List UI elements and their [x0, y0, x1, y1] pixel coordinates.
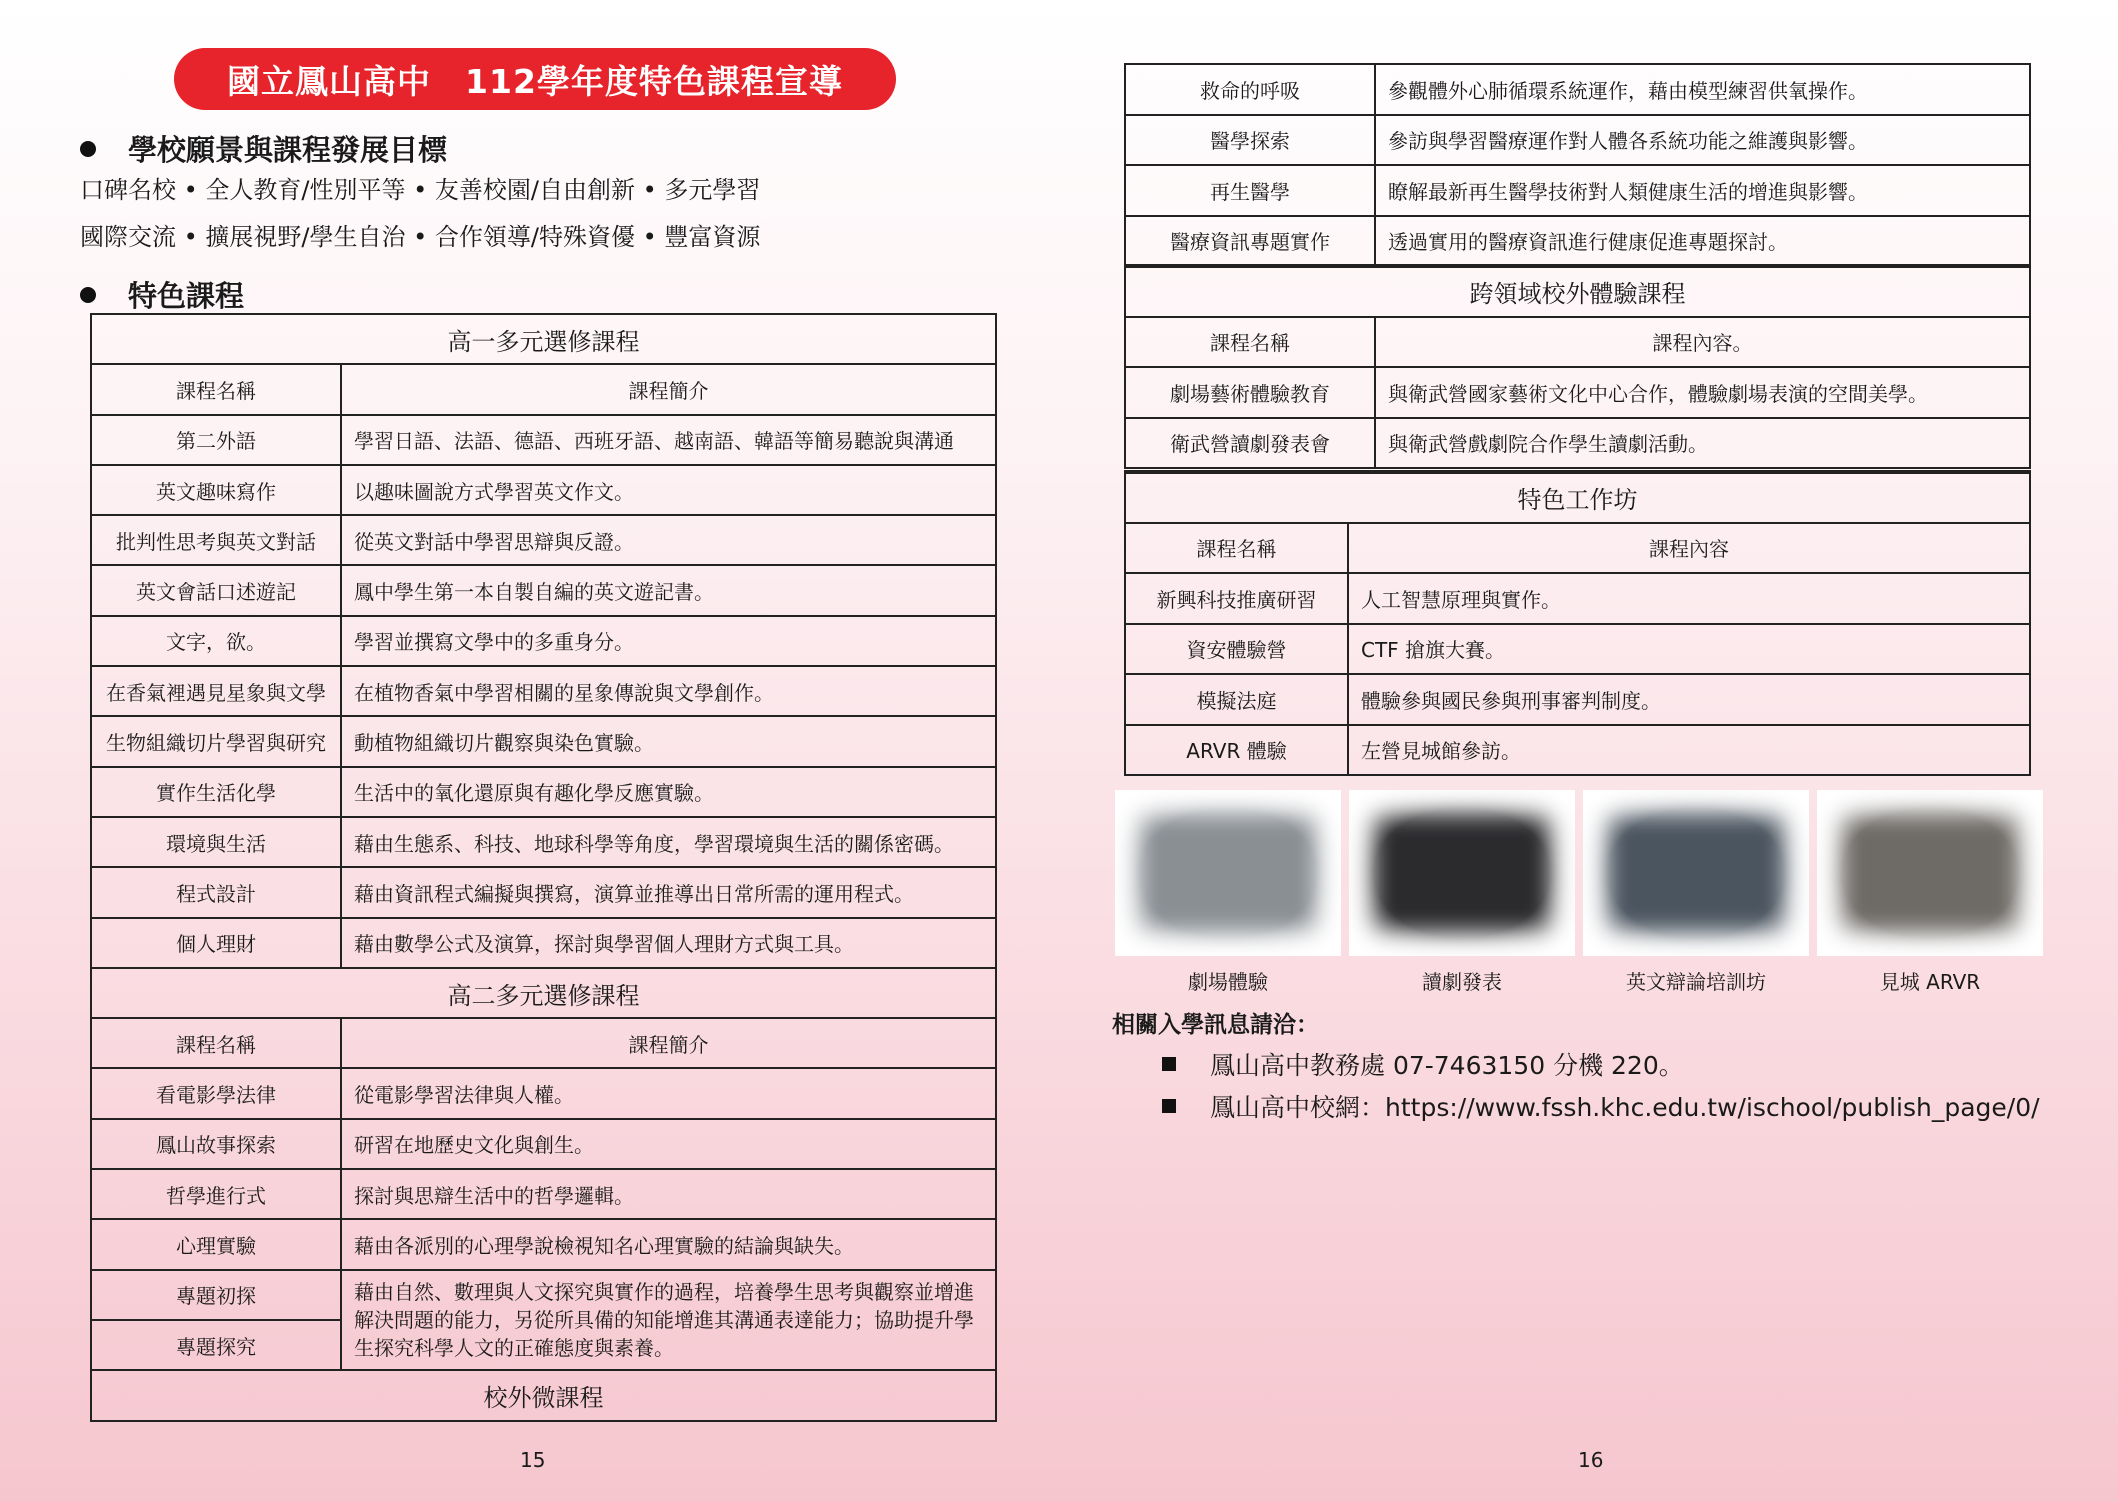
course-name: 實作生活化學 [91, 767, 341, 817]
course-desc: 學習日語、法語、德語、西班牙語、越南語、韓語等簡易聽說與溝通 [341, 415, 996, 465]
course-name: 鳳山故事探索 [91, 1119, 341, 1169]
activity-photo [1817, 790, 2043, 956]
course-name: 環境與生活 [91, 817, 341, 867]
course-desc: 學習並撰寫文學中的多重身分。 [341, 616, 996, 666]
column-header-desc: 課程簡介 [341, 1018, 996, 1068]
course-desc: 藉由數學公式及演算，探討與學習個人理財方式與工具。 [341, 918, 996, 968]
section-title-workshop: 特色工作坊 [1125, 472, 2030, 523]
course-name: 救命的呼吸 [1125, 64, 1375, 115]
table-row [1125, 725, 2030, 776]
course-name: 心理實驗 [91, 1219, 341, 1269]
course-desc: 參觀體外心肺循環系統運作，藉由模型練習供氧操作。 [1375, 64, 2030, 115]
photo-caption: 見城 ARVR [1879, 970, 1981, 994]
contact-heading: 相關入學訊息請洽： [1112, 1012, 1319, 1038]
table-row [91, 1119, 996, 1169]
page-number-right: 16 [1578, 1448, 1604, 1472]
table-row [1125, 674, 2030, 725]
table-row [91, 817, 996, 867]
photo-caption: 劇場體驗 [1188, 970, 1268, 994]
column-header-name: 課程名稱 [1125, 317, 1375, 368]
course-name: 哲學進行式 [91, 1169, 341, 1219]
section-title-micro: 校外微課程 [91, 1370, 996, 1420]
course-name: 醫學探索 [1125, 115, 1375, 166]
course-desc: 藉由生態系、科技、地球科學等角度，學習環境與生活的關係密碼。 [341, 817, 996, 867]
section-title-cross: 跨領域校外體驗課程 [1125, 266, 2030, 317]
workshop-table [1124, 470, 2031, 776]
bullet-icon [80, 141, 96, 157]
page-title-banner: 國立鳳山高中 112學年度特色課程宣導 [174, 48, 896, 110]
table-row [91, 918, 996, 968]
section-title-g10: 高一多元選修課程 [91, 314, 996, 364]
table-row [1125, 367, 2030, 418]
course-name: ARVR 體驗 [1125, 725, 1348, 776]
course-desc: 從電影學習法律與人權。 [341, 1068, 996, 1118]
course-desc: 左營見城館參訪。 [1348, 725, 2030, 776]
course-desc: 藉由資訊程式編擬與撰寫，演算並推導出日常所需的運用程式。 [341, 867, 996, 917]
table-row [91, 465, 996, 515]
course-desc: 生活中的氧化還原與有趣化學反應實驗。 [341, 767, 996, 817]
course-name: 程式設計 [91, 867, 341, 917]
course-desc: 與衛武營戲劇院合作學生讀劇活動。 [1375, 418, 2030, 469]
table-row [91, 1169, 996, 1219]
course-desc: 人工智慧原理與實作。 [1348, 573, 2030, 624]
course-desc: 參訪與學習醫療運作對人體各系統功能之維護與影響。 [1375, 115, 2030, 166]
course-name: 批判性思考與英文對話 [91, 515, 341, 565]
column-header-desc: 課程內容 [1348, 523, 2030, 574]
table-row [91, 565, 996, 615]
contact-office-text: 鳳山高中教務處 07-7463150 分機 220。 [1210, 1051, 1684, 1080]
course-desc: 以趣味圖說方式學習英文作文。 [341, 465, 996, 515]
special-heading-text: 特色課程 [128, 279, 245, 313]
course-name: 衛武營讀劇發表會 [1125, 418, 1375, 469]
activity-photo [1583, 790, 1809, 956]
contact-item-website [1162, 1088, 2040, 1124]
course-desc: CTF 搶旗大賽。 [1348, 624, 2030, 675]
course-desc: 鳳中學生第一本自製自編的英文遊記書。 [341, 565, 996, 615]
column-header-desc: 課程簡介 [341, 364, 996, 414]
course-name: 劇場藝術體驗教育 [1125, 367, 1375, 418]
table-row [91, 1219, 996, 1269]
table-row [1125, 216, 2030, 267]
course-name: 英文會話口述遊記 [91, 565, 341, 615]
column-header-name: 課程名稱 [91, 364, 341, 414]
table-row [1125, 418, 2030, 469]
photo-caption: 英文辯論培訓坊 [1626, 970, 1766, 994]
vision-heading [80, 128, 447, 169]
bullet-icon [80, 287, 96, 303]
course-name: 看電影學法律 [91, 1068, 341, 1118]
course-desc: 透過實用的醫療資訊進行健康促進專題探討。 [1375, 216, 2030, 267]
course-name: 專題初探 [91, 1270, 341, 1320]
course-name: 個人理財 [91, 918, 341, 968]
table-row [91, 616, 996, 666]
vision-line-2: 國際交流 • 擴展視野/學生自治 • 合作領導/特殊資優 • 豐富資源 [80, 223, 761, 251]
course-desc: 動植物組織切片觀察與染色實驗。 [341, 716, 996, 766]
column-header-name: 課程名稱 [91, 1018, 341, 1068]
course-desc: 瞭解最新再生醫學技術對人類健康生活的增進與影響。 [1375, 165, 2030, 216]
table-row [1125, 165, 2030, 216]
course-desc: 體驗參與國民參與刑事審判制度。 [1348, 674, 2030, 725]
course-desc: 藉由自然、數理與人文探究與實作的過程，培養學生思考與觀察並增進解決問題的能力，另從所具備的知能增進其溝通表達能力；協助提升學生探究科學人文的正確態度與素養。 [341, 1270, 996, 1371]
table-row [91, 1068, 996, 1118]
course-desc: 探討與思辯生活中的哲學邏輯。 [341, 1169, 996, 1219]
table-row [91, 767, 996, 817]
course-desc: 在植物香氣中學習相關的星象傳說與文學創作。 [341, 666, 996, 716]
table-row [1125, 115, 2030, 166]
square-bullet-icon [1162, 1057, 1176, 1071]
column-header-name: 課程名稱 [1125, 523, 1348, 574]
course-name: 再生醫學 [1125, 165, 1375, 216]
activity-photo [1349, 790, 1575, 956]
course-name: 英文趣味寫作 [91, 465, 341, 515]
course-name: 模擬法庭 [1125, 674, 1348, 725]
course-name: 專題探究 [91, 1320, 341, 1370]
course-name: 在香氣裡遇見星象與文學 [91, 666, 341, 716]
table-row [1125, 573, 2030, 624]
photo-caption: 讀劇發表 [1422, 970, 1502, 994]
table-row [1125, 64, 2030, 115]
vision-heading-text: 學校願景與課程發展目標 [128, 133, 448, 167]
right-course-table [1124, 63, 2031, 469]
course-desc: 與衛武營國家藝術文化中心合作，體驗劇場表演的空間美學。 [1375, 367, 2030, 418]
course-name: 醫療資訊專題實作 [1125, 216, 1375, 267]
course-name: 文字，欲。 [91, 616, 341, 666]
course-name: 新興科技推廣研習 [1125, 573, 1348, 624]
course-desc: 從英文對話中學習思辯與反證。 [341, 515, 996, 565]
course-desc: 藉由各派別的心理學說檢視知名心理實驗的結論與缺失。 [341, 1219, 996, 1269]
activity-photo [1115, 790, 1341, 956]
vision-line-1: 口碑名校 • 全人教育/性別平等 • 友善校園/自由創新 • 多元學習 [80, 176, 761, 204]
column-header-desc: 課程內容。 [1375, 317, 2030, 368]
special-heading [80, 274, 244, 315]
square-bullet-icon [1162, 1099, 1176, 1113]
left-course-table [90, 313, 997, 1422]
contact-website-link[interactable]: 鳳山高中校網：https://www.fssh.khc.edu.tw/ischool/publish_page/0/ [1210, 1093, 2040, 1122]
page-number-left: 15 [520, 1448, 546, 1472]
table-row [91, 415, 996, 465]
course-desc: 研習在地歷史文化與創生。 [341, 1119, 996, 1169]
section-title-g11: 高二多元選修課程 [91, 968, 996, 1018]
table-row [91, 515, 996, 565]
table-row [91, 867, 996, 917]
contact-item-office [1162, 1046, 1684, 1082]
course-name: 資安體驗營 [1125, 624, 1348, 675]
table-row [91, 1270, 996, 1320]
table-row [91, 666, 996, 716]
table-row [1125, 624, 2030, 675]
course-name: 第二外語 [91, 415, 341, 465]
course-name: 生物組織切片學習與研究 [91, 716, 341, 766]
table-row [91, 716, 996, 766]
